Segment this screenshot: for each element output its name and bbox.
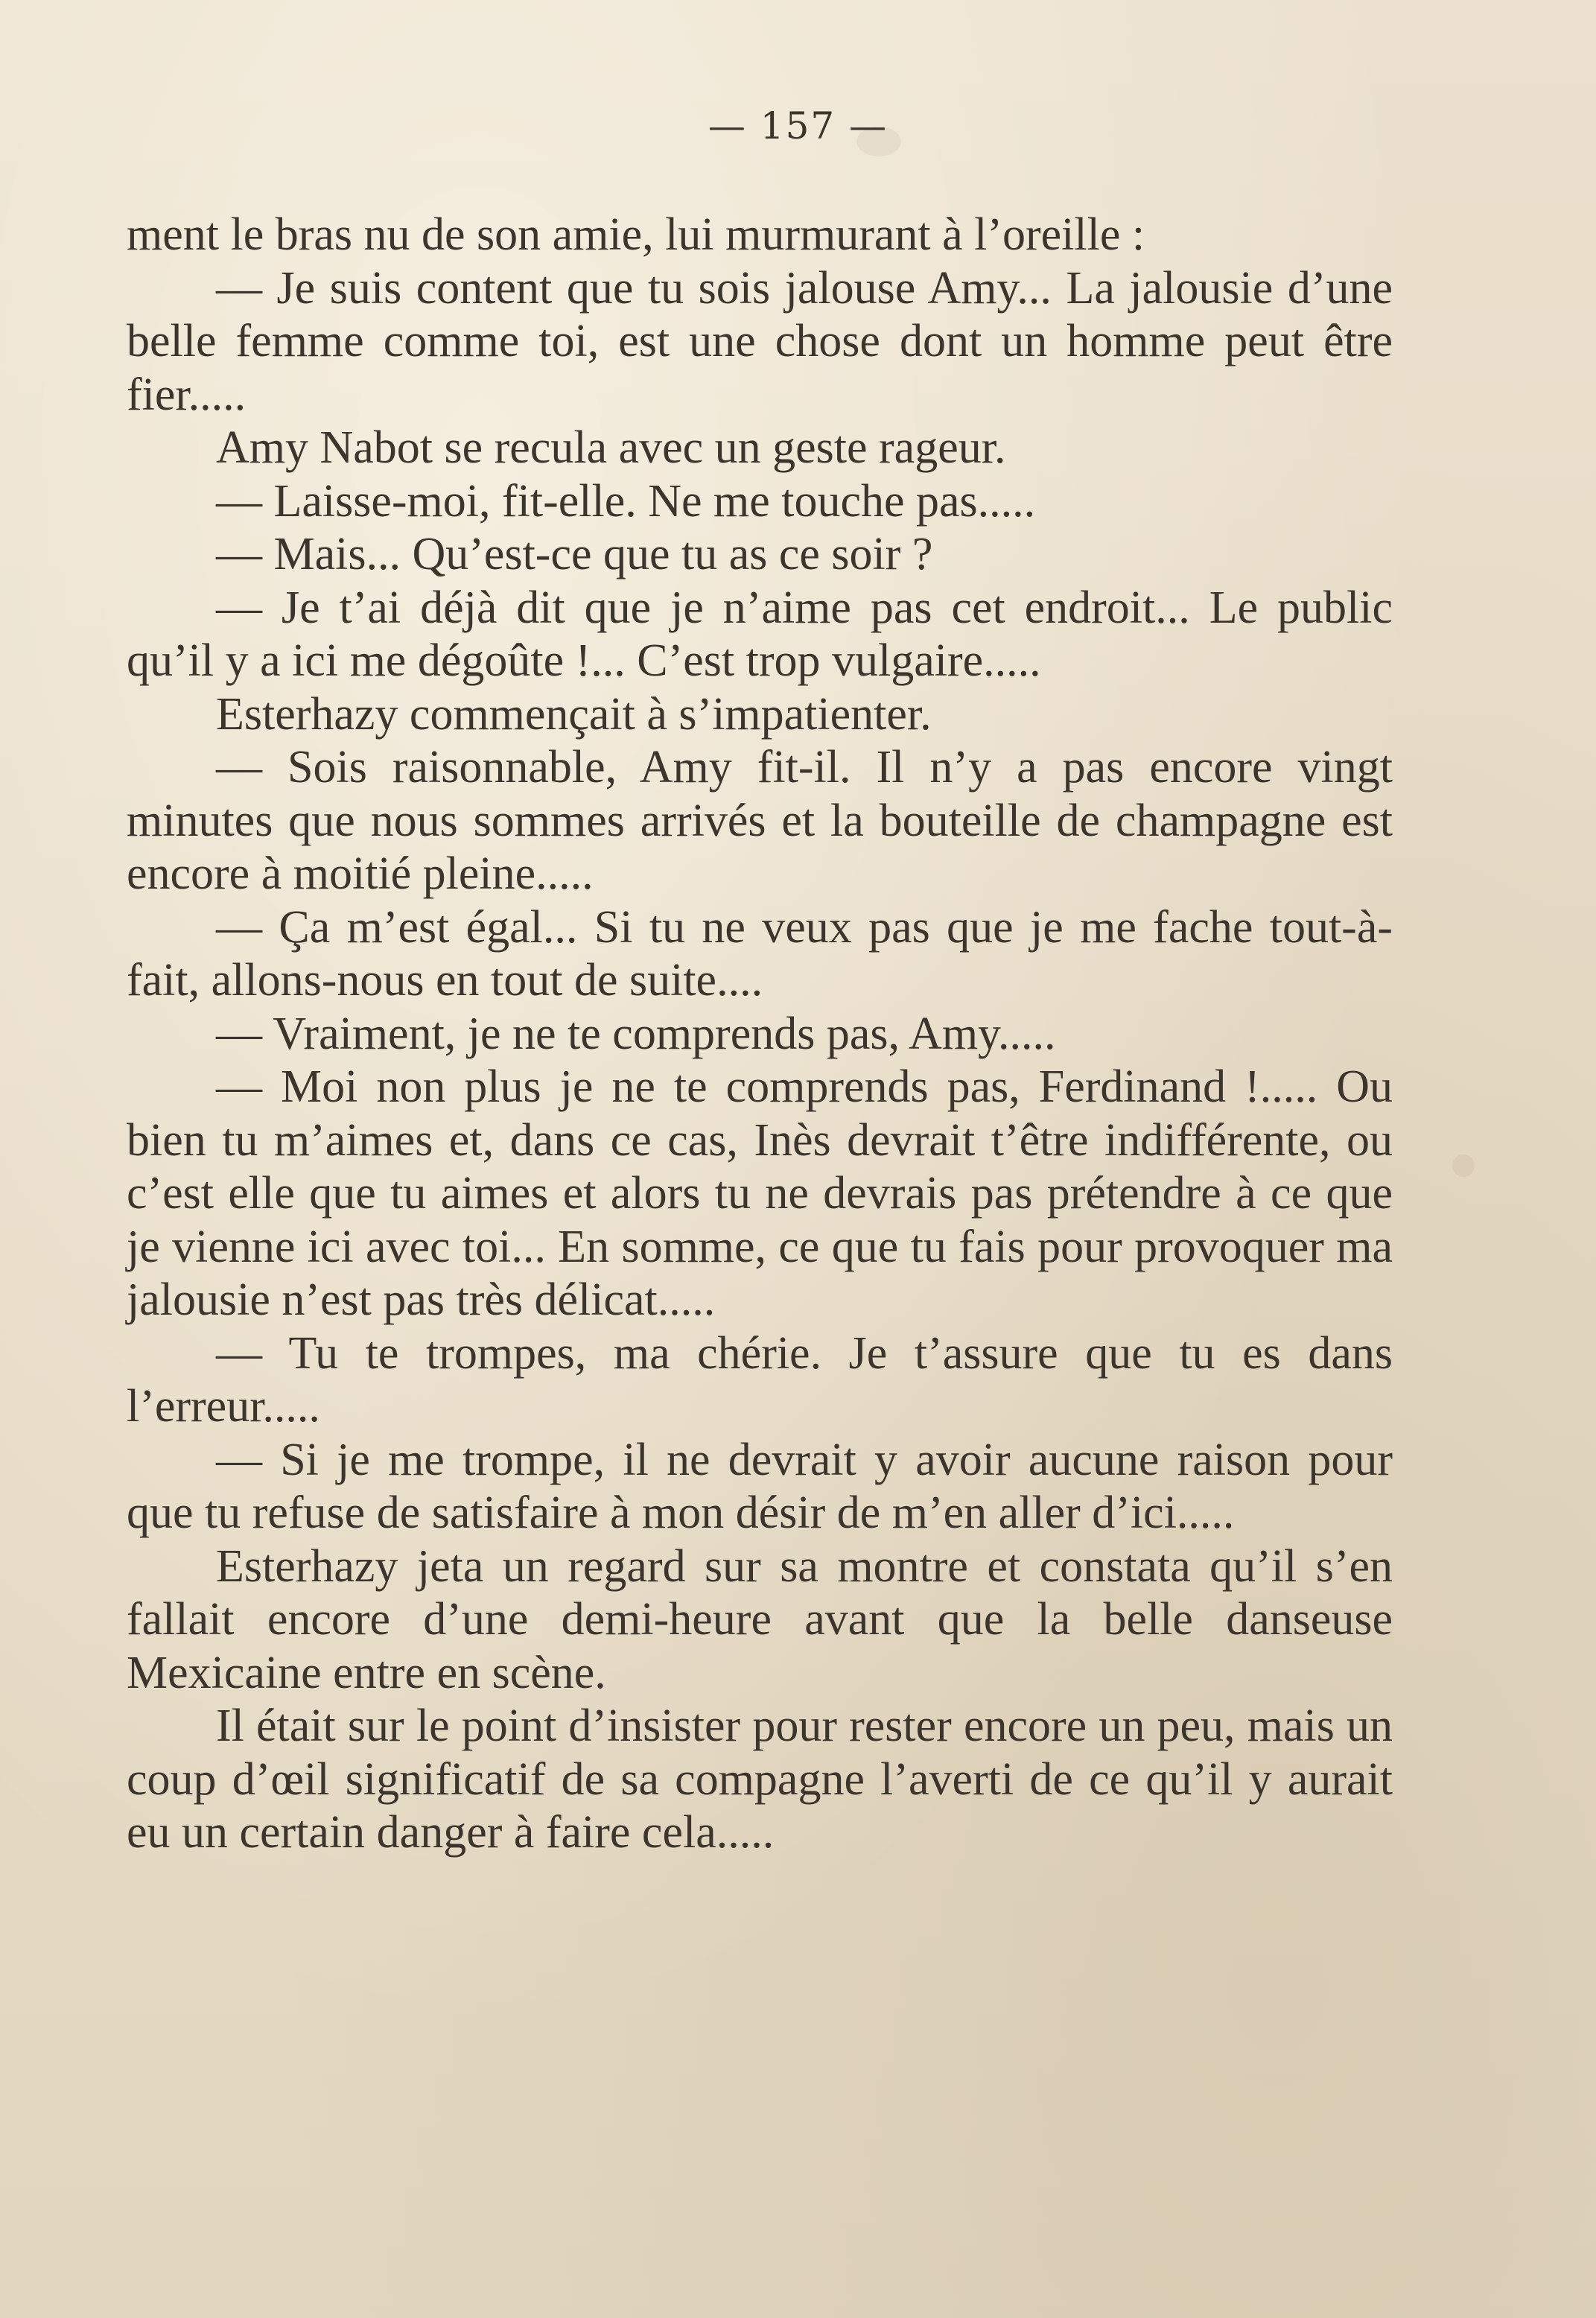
paragraph: — Je t’ai déjà dit que je n’aime pas cet endroit... Le public qu’il y a ici me dégoûte !... C’est trop vulgaire.....: [127, 582, 1393, 686]
paragraph: Esterhazy jeta un regard sur sa montre et constata qu’il s’en fallait encore d’une demi-heure avant que la belle danseuse Mexicaine entre en scène.: [127, 1540, 1393, 1698]
paragraph: — Laisse-moi, fit-elle. Ne me touche pas.....: [216, 475, 1036, 527]
paragraph: — Moi non plus je ne te comprends pas, Ferdinand !..... Ou bien tu m’aimes et, dans ce cas, Inès devrait t’être indifférente, ou c’est elle que tu aimes et alors tu ne devrais pas prétendre à ce que je vienne ici avec toi... En somme, ce que tu fais pour provoquer ma jalousie n’est pas très délicat.....: [127, 1061, 1393, 1325]
paragraph: — Ça m’est égal... Si tu ne veux pas que je me fache tout-à-fait, allons-nous en tout de suite....: [127, 901, 1393, 1006]
paragraph: — Vraiment, je ne te comprends pas, Amy.....: [216, 1008, 1056, 1059]
paragraph: — Tu te trompes, ma chérie. Je t’assure que tu es dans l’erreur.....: [127, 1327, 1393, 1432]
paragraph: Esterhazy commençait à s’impatienter.: [216, 688, 932, 740]
page-number: — 157 —: [708, 104, 888, 147]
paragraph: Amy Nabot se recula avec un geste rageur.: [216, 422, 1006, 473]
paragraph: Il était sur le point d’insister pour rester encore un peu, mais un coup d’œil significatif de sa compagne l’averti de ce qu’il y aurait eu un certain danger à faire cela.....: [127, 1701, 1393, 1858]
paragraph: — Mais... Qu’est-ce que tu as ce soir ?: [216, 529, 933, 580]
paragraph: ment le bras nu de son amie, lui murmurant à l’oreille :: [127, 209, 1145, 260]
paragraph: — Je suis content que tu sois jalouse Amy... La jalousie d’une belle femme comme toi, est une chose dont un homme peut être fier.....: [127, 262, 1393, 420]
paragraph: — Sois raisonnable, Amy fit-il. Il n’y a pas encore vingt minutes que nous sommes arrivés et la bouteille de champagne est encore à moitié pleine.....: [127, 742, 1393, 899]
paragraph: — Si je me trompe, il ne devrait y avoir aucune raison pour que tu refuse de satisfaire à mon désir de m’en aller d’ici.....: [127, 1434, 1393, 1538]
page-body-text: [127, 209, 1393, 1860]
paper-stain: [1452, 1155, 1475, 1177]
